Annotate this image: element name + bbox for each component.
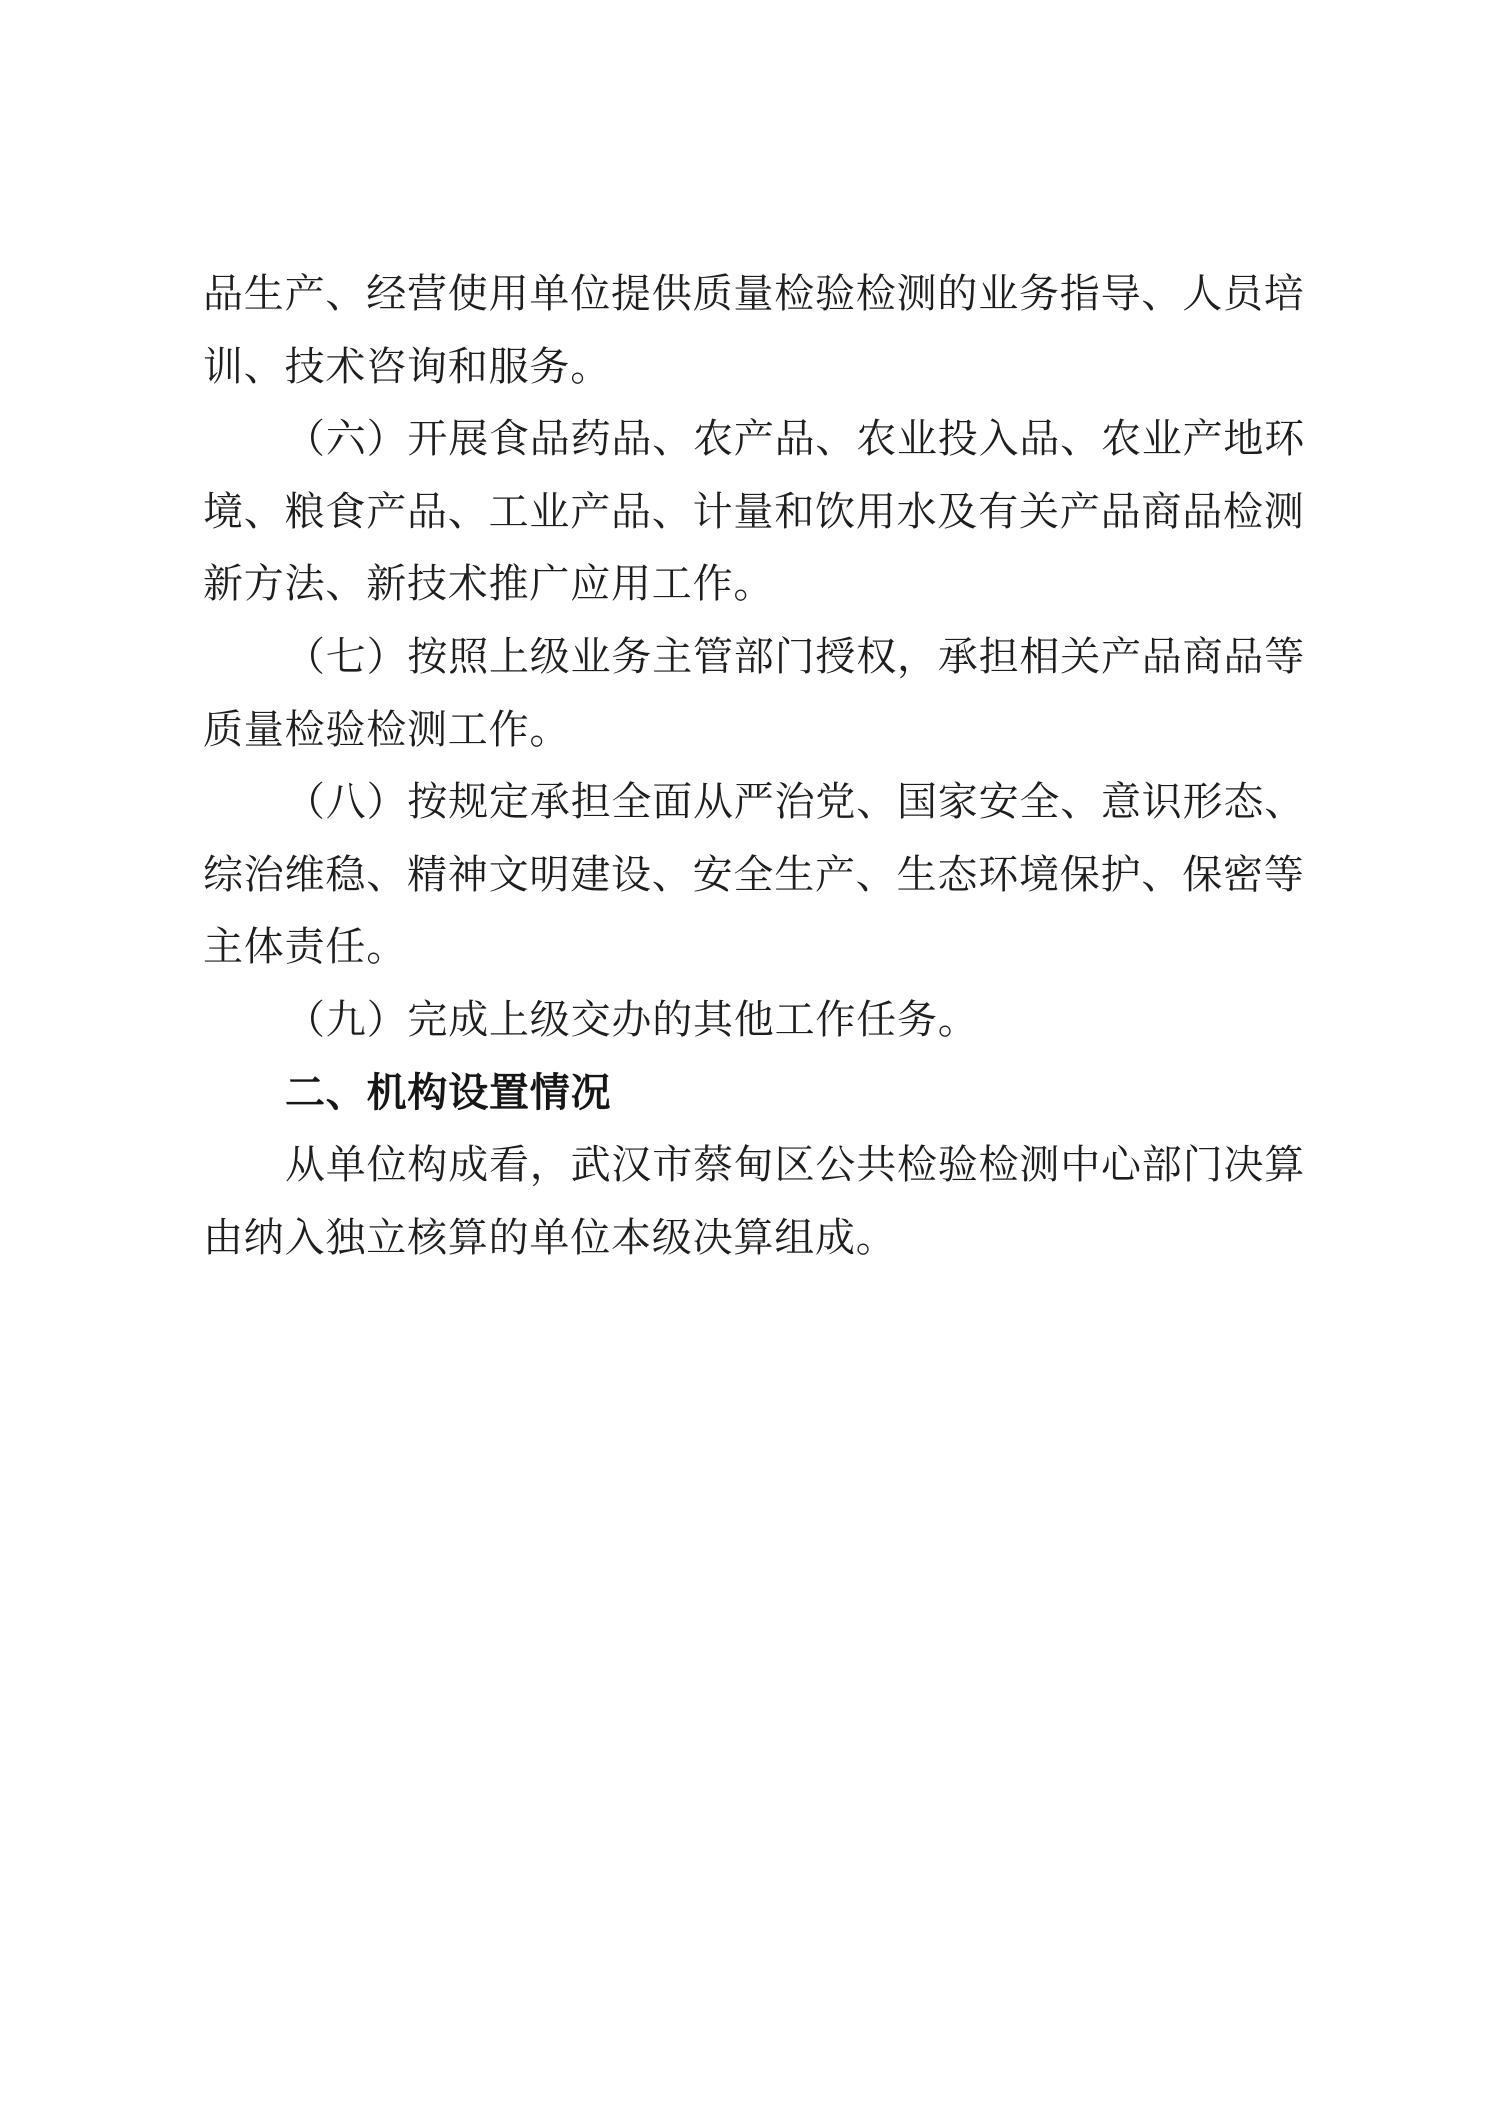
text-line: （六）开展食品药品、农产品、农业投入品、农业产地环: [285, 416, 1305, 462]
section-heading: 二、机构设置情况: [285, 1070, 612, 1115]
text-line: 综治维稳、精神文明建设、安全生产、生态环境保护、保密等: [203, 851, 1305, 897]
text-line: 主体责任。: [203, 924, 407, 970]
text-line: 新方法、新技术推广应用工作。: [203, 561, 775, 607]
text-line: （七）按照上级业务主管部门授权，承担相关产品商品等: [285, 633, 1305, 679]
text-line: （八）按规定承担全面从严治党、国家安全、意识形态、: [285, 779, 1305, 825]
text-line: 质量检验检测工作。: [203, 706, 571, 752]
text-line: 由纳入独立核算的单位本级决算组成。: [203, 1214, 897, 1260]
text-line: 从单位构成看，武汉市蔡甸区公共检验检测中心部门决算: [285, 1142, 1305, 1188]
text-line: 训、技术咨询和服务。: [203, 343, 611, 389]
document-text-block: [203, 258, 1307, 1274]
text-line: （九）完成上级交办的其他工作任务。: [285, 996, 979, 1042]
text-line: 境、粮食产品、工业产品、计量和饮用水及有关产品商品检测: [203, 488, 1305, 534]
text-line: 品生产、经营使用单位提供质量检验检测的业务指导、人员培: [203, 271, 1305, 316]
